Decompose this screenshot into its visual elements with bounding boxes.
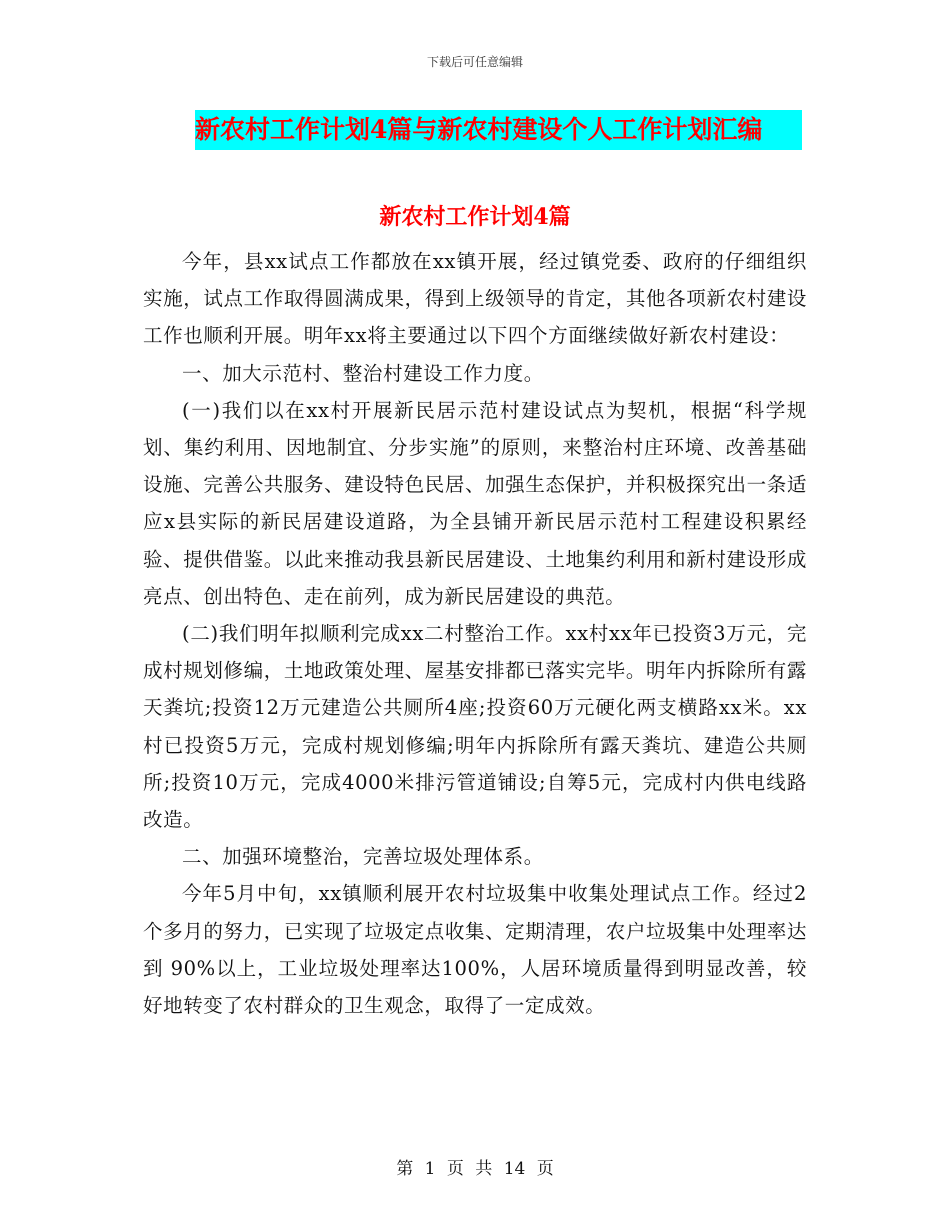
page-footer: 第 1 页 共 14 页 (396, 1159, 554, 1179)
document-main-title: 新农村工作计划4篇与新农村建设个人工作计划汇编 (195, 110, 802, 150)
document-body (143, 243, 807, 1024)
paragraph-waste: 今年5月中旬，xx镇顺利展开农村垃圾集中收集处理试点工作。经过2个多月的努力，已实现了垃圾定点收集、定期清理，农户垃圾集中处理率达到 90%以上，工业垃圾处理率达100%，人居环境质量得到明显改善，较好地转变了农村群众的卫生观念，取得了一定成效。 (143, 882, 807, 1018)
header-note: 下载后可任意编辑 (426, 55, 523, 69)
paragraph-heading-2: 二、加强环境整治，完善垃圾处理体系。 (182, 845, 544, 869)
paragraph-item-1: (一)我们以在xx村开展新民居示范村建设试点为契机，根据“科学规划、集约利用、因地制宜、分步实施”的原则，来整治村庄环境、改善基础设施、完善公共服务、建设特色民居、加强生态保护，并积极探究出一条适应x县实际的新民居建设道路，为全县铺开新民居示范村工程建设积累经验、提供借鉴。以此来推动我县新民居建设、土地集约利用和新村建设形成亮点、创出特色、走在前列，成为新民居建设的典范。 (143, 398, 807, 608)
section-title: 新农村工作计划4篇 (379, 204, 571, 230)
paragraph-item-2: (二)我们明年拟顺利完成xx二村整治工作。xx村xx年已投资3万元，完成村规划修编，土地政策处理、屋基安排都已落实完毕。明年内拆除所有露天粪坑;投资12万元建造公共厕所4座;投资60万元硬化两支横路xx米。xx村已投资5万元，完成村规划修编;明年内拆除所有露天粪坑、建造公共厕所;投资10万元，完成4000米排污管道铺设;自筹5元，完成村内供电线路改造。 (143, 622, 807, 832)
paragraph-intro: 今年，县xx试点工作都放在xx镇开展，经过镇党委、政府的仔细组织实施，试点工作取得圆满成果，得到上级领导的肯定，其他各项新农村建设工作也顺利开展。明年xx将主要通过以下四个方面继续做好新农村建设： (143, 250, 807, 348)
paragraph-heading-1: 一、加大示范村、整治村建设工作力度。 (182, 361, 544, 385)
